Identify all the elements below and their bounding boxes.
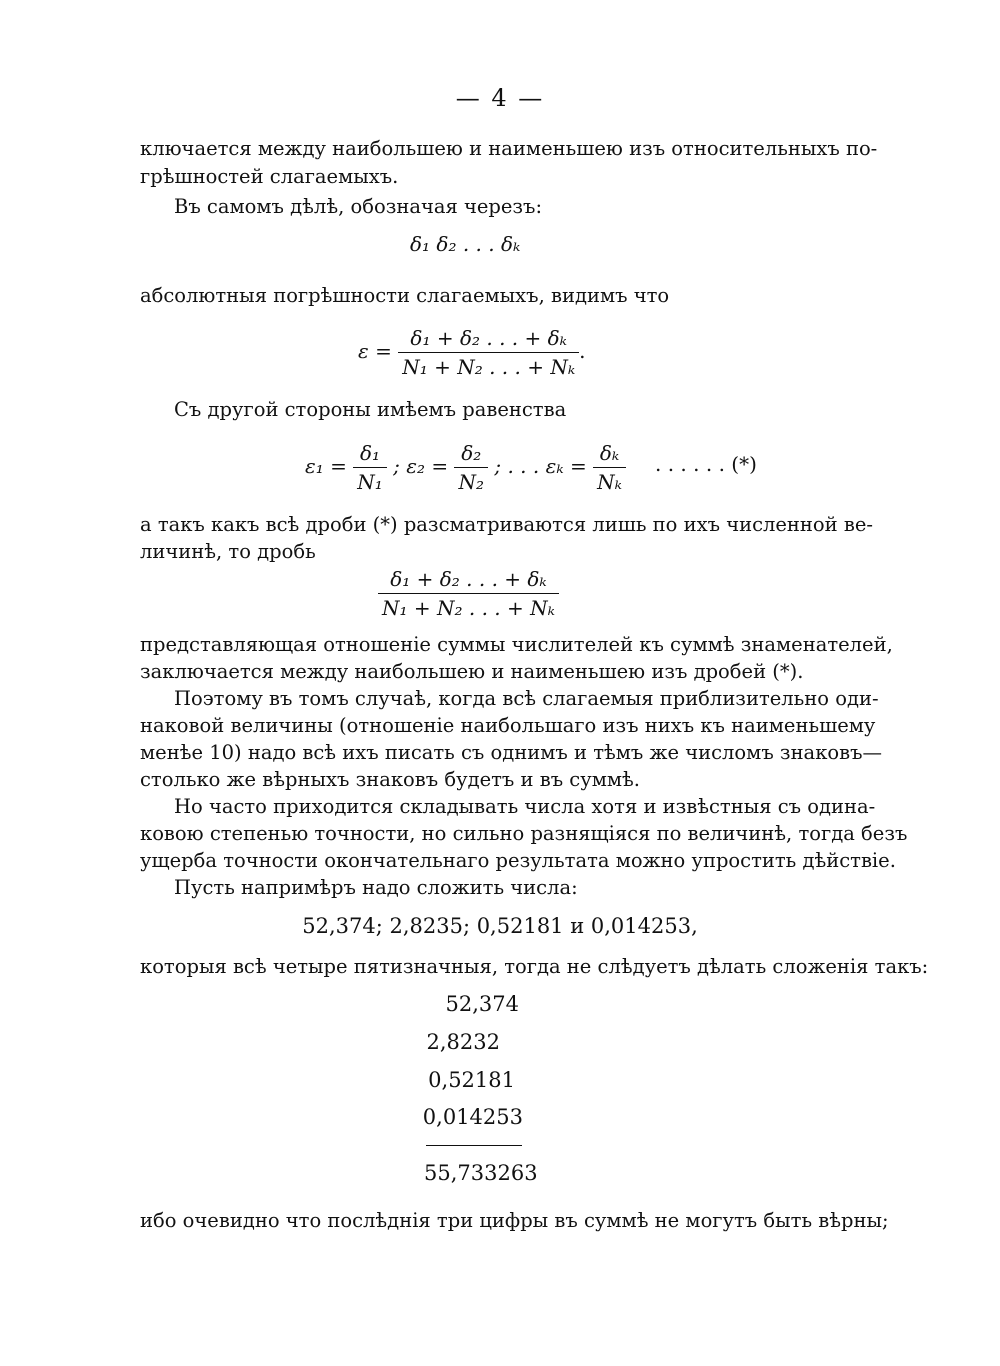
- numbers-list: 52,374; 2,8235; 0,52181 и 0,014253,: [302, 914, 698, 938]
- text-line: личинѣ, то дробь: [140, 540, 316, 563]
- equation-marker: . . . . . . (*): [655, 452, 757, 476]
- addend-row: 0,52181: [428, 1068, 515, 1092]
- text-line: наковой величины (отношеніе наибольшаго изъ нихъ къ наименьшему: [140, 714, 876, 737]
- eq2-lhs: ; ε₂ =: [393, 454, 449, 478]
- eq1-lhs: ε₁ =: [305, 454, 347, 478]
- sum-numerator: δ₁ + δ₂ . . . + δₖ: [378, 567, 559, 594]
- text-line: а такъ какъ всѣ дроби (*) разсматриваются лишь по ихъ численной ве-: [140, 513, 873, 536]
- eq1-fraction: [353, 441, 387, 494]
- text-line: менѣе 10) надо всѣ ихъ писать съ однимъ и тѣмъ же числомъ знаковъ—: [140, 741, 882, 764]
- eqk-fraction: [593, 441, 626, 494]
- text-line: Въ самомъ дѣлѣ, обозначая черезъ:: [174, 195, 543, 218]
- eq1-numerator: δ₁: [353, 441, 387, 468]
- sum-rule: [426, 1145, 522, 1146]
- epsilon-denominator: N₁ + N₂ . . . + Nₖ: [402, 355, 576, 379]
- eqk-lhs: ; . . . εₖ =: [494, 454, 587, 478]
- text-line: Съ другой стороны имѣемъ равенства: [174, 398, 567, 421]
- eq2-numerator: δ₂: [454, 441, 488, 468]
- text-line: абсолютныя погрѣшности слагаемыхъ, видимъ что: [140, 284, 670, 307]
- eq2-fraction: [454, 441, 488, 494]
- text-line: ибо очевидно что послѣднія три цифры въ суммѣ не могутъ быть вѣрны;: [140, 1209, 889, 1232]
- text-line: ковою степенью точности, но сильно разнящіяся по величинѣ, тогда безъ: [140, 822, 908, 845]
- sum-total: 55,733263: [424, 1161, 538, 1185]
- eq2-denominator: N₂: [458, 470, 484, 494]
- equalities-formula: [305, 441, 626, 494]
- text-line: ущерба точности окончательнаго результата можно упростить дѣйствіе.: [140, 849, 896, 872]
- text-line: Поэтому въ томъ случаѣ, когда всѣ слагаемыя приблизительно оди-: [174, 687, 879, 710]
- text-line: которыя всѣ четыре пятизначныя, тогда не слѣдуетъ дѣлать сложенія такъ:: [140, 955, 929, 978]
- eqk-denominator: Nₖ: [597, 470, 622, 494]
- text-line: столько же вѣрныхъ знаковъ будетъ и въ суммѣ.: [140, 768, 640, 791]
- addend-row: 52,374: [445, 992, 519, 1016]
- page-number: — 4 —: [455, 84, 545, 112]
- epsilon-formula: ε = $\frac{\text{δ₁ + δ₂ . . . + δₖ}}{\text{N₁ + N₂ . . . + Nₖ}}$ .: [358, 326, 586, 379]
- sum-denominator: N₁ + N₂ . . . + Nₖ: [382, 596, 555, 620]
- epsilon-numerator: δ₁ + δ₂ . . . + δₖ: [398, 326, 579, 353]
- eqk-numerator: δₖ: [593, 441, 626, 468]
- delta-list: δ₁ δ₂ . . . δₖ: [410, 232, 521, 256]
- text-line: Пусть напримѣръ надо сложить числа:: [174, 876, 578, 899]
- text-line: грѣшностей слагаемыхъ.: [140, 165, 399, 188]
- eq1-denominator: N₁: [357, 470, 383, 494]
- text-line: Но часто приходится складывать числа хотя и извѣстныя съ одина-: [174, 795, 876, 818]
- sum-fraction-formula: [378, 567, 559, 620]
- text-line: представляющая отношеніе суммы числителей къ суммѣ знаменателей,: [140, 633, 893, 656]
- epsilon-fraction: [398, 326, 579, 379]
- sum-fraction: [378, 567, 559, 620]
- addend-row: 2,8232: [426, 1030, 500, 1054]
- text-line: заключается между наибольшею и наименьшею изъ дробей (*).: [140, 660, 804, 683]
- text-line: ключается между наибольшею и наименьшею изъ относительныхъ по-: [140, 137, 878, 160]
- epsilon-lhs: ε =: [358, 339, 392, 363]
- addend-row: 0,014253: [422, 1105, 523, 1129]
